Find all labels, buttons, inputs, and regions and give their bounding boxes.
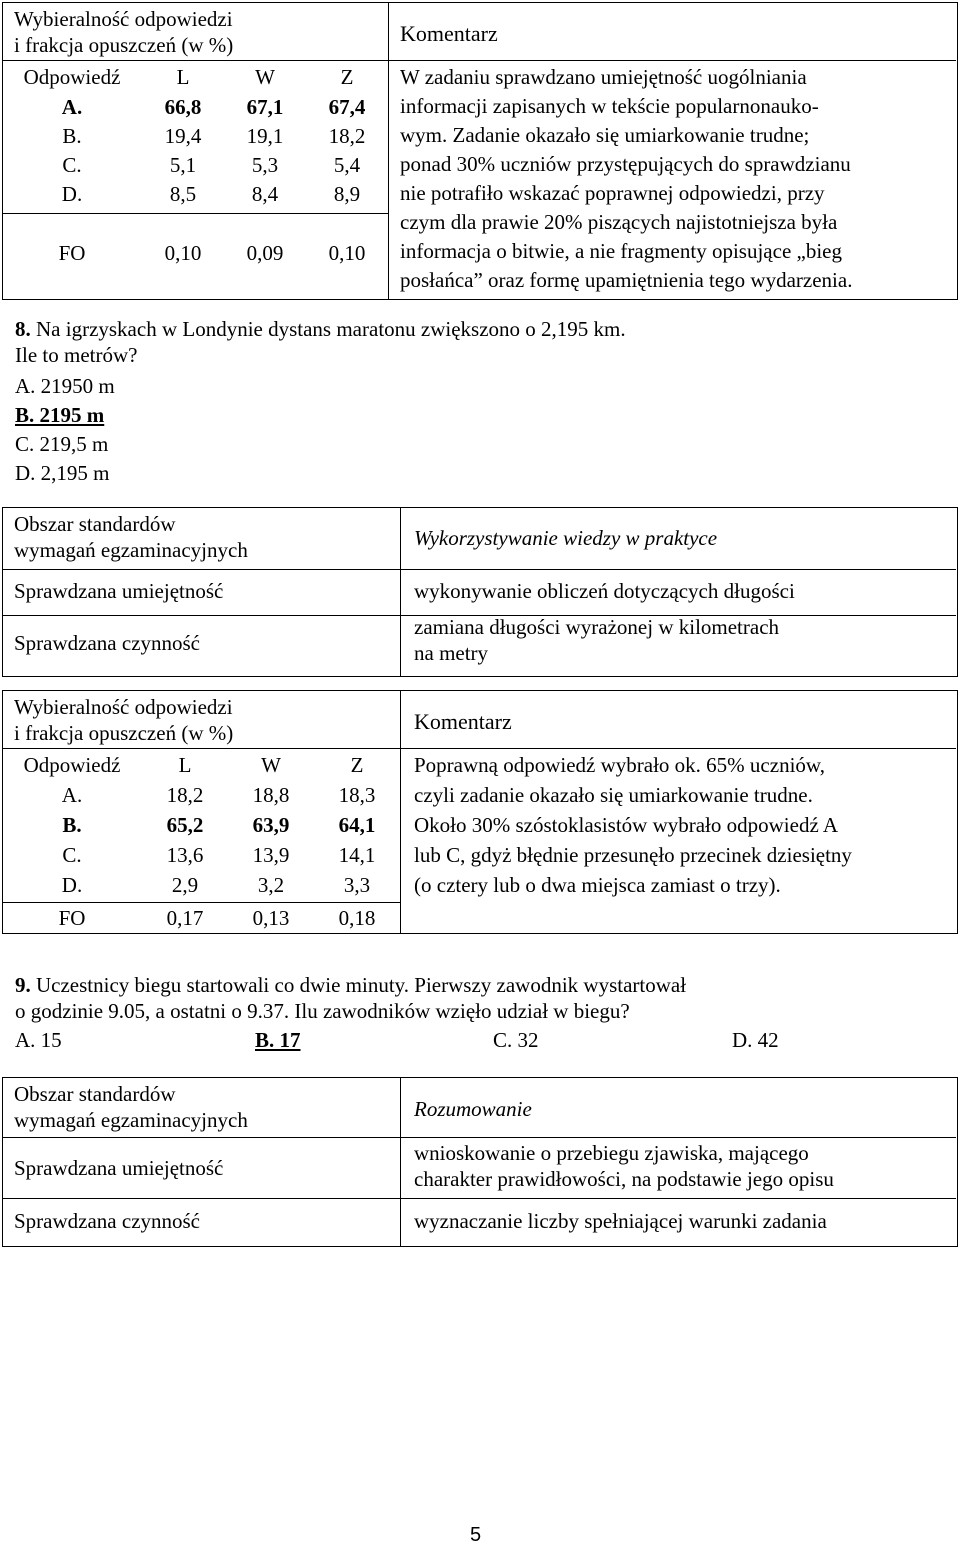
label-line: Obszar standardów <box>14 512 176 536</box>
comment-line: posłańca” oraz formę upamiętnienia tego wydarzenia. <box>400 268 853 292</box>
question-text: Ile to metrów? <box>15 343 138 368</box>
divider <box>400 507 401 677</box>
table-cell: FO <box>58 241 86 265</box>
table-cell: 8,5 <box>169 182 197 206</box>
skill-value: wykonywanie obliczeń dotyczących długości <box>414 579 795 603</box>
answer-option: C. 219,5 m <box>15 432 109 456</box>
table-cell: 19,4 <box>164 124 202 148</box>
table-cell: 0,13 <box>252 906 290 930</box>
comment-line: informacja o bitwie, a nie fragmenty opisujące „bieg <box>400 239 842 263</box>
answer-option: A. 15 <box>15 1027 62 1052</box>
col-header: Z <box>350 753 364 777</box>
answers-row <box>15 1025 915 1055</box>
table-cell: 5,3 <box>251 153 279 177</box>
table-cell: 63,9 <box>252 813 290 837</box>
answer-option: D. 42 <box>732 1027 779 1052</box>
area-label <box>14 511 248 564</box>
table-row <box>2 152 388 178</box>
answer-option-correct: B. 17 <box>255 1027 301 1052</box>
task-label: Sprawdzana czynność <box>14 631 201 655</box>
table-cell: 18,3 <box>338 783 376 807</box>
comment-text <box>414 752 946 902</box>
table-row <box>2 752 400 778</box>
table-row <box>2 782 400 808</box>
label-line: Obszar standardów <box>14 1082 176 1106</box>
task-value: wyznaczanie liczby spełniającej warunki zadania <box>414 1209 827 1233</box>
col-header: Odpowiedź <box>23 753 121 777</box>
task-line: na metry <box>414 641 489 666</box>
table-cell: 65,2 <box>166 813 204 837</box>
page-number: 5 <box>470 1524 482 1546</box>
skill-label: Sprawdzana umiejętność <box>14 579 224 603</box>
table-cell: 0,10 <box>328 241 366 265</box>
area-value: Rozumowanie <box>414 1097 532 1121</box>
comment-line: Około 30% szóstoklasistów wybrało odpowiedź A <box>414 813 839 837</box>
col-header: L <box>178 753 192 777</box>
table-cell: 0,09 <box>246 241 284 265</box>
table-cell: A. <box>61 783 83 807</box>
table-cell: 64,1 <box>338 813 376 837</box>
divider <box>400 1077 401 1247</box>
header-line: Wybieralność odpowiedzi <box>14 695 233 719</box>
table-cell: FO <box>58 906 86 930</box>
table-cell: C. <box>62 153 82 177</box>
comment-text <box>400 64 946 296</box>
divider <box>2 1198 956 1199</box>
table-cell: B. <box>62 124 82 148</box>
divider <box>2 1137 956 1138</box>
table-cell: 18,8 <box>252 783 290 807</box>
table-cell: 0,18 <box>338 906 376 930</box>
table-cell: 5,1 <box>169 153 197 177</box>
question-text: o godzinie 9.05, a ostatni o 9.37. Ilu zawodników wzięło udział w biegu? <box>15 999 630 1024</box>
comment-line: czym dla prawie 20% piszących najistotniejsza była <box>400 210 838 234</box>
comment-line: czyli zadanie okazało się umiarkowanie trudne. <box>414 783 813 807</box>
table-cell: 3,2 <box>257 873 285 897</box>
skill-value <box>414 1140 946 1193</box>
question-text: Uczestnicy biegu startowali co dwie minuty. Pierwszy zawodnik wystartował <box>36 973 687 997</box>
comment-line: lub C, gdyż błędnie przesunęło przecinek dziesiętny <box>414 843 852 867</box>
col-header: Z <box>340 65 354 89</box>
question-text: Na igrzyskach w Londynie dystans maratonu zwiększono o 2,195 km. <box>36 317 626 341</box>
divider <box>2 213 388 214</box>
table-row-fo <box>2 905 400 931</box>
comment-line: wym. Zadanie okazało się umiarkowanie trudne; <box>400 123 810 147</box>
divider <box>2 748 956 749</box>
table-cell: 0,17 <box>166 906 204 930</box>
col-header: W <box>261 753 281 777</box>
comment-line: Poprawną odpowiedź wybrało ok. 65% uczniów, <box>414 753 825 777</box>
table-header <box>14 694 233 747</box>
table-row-fo <box>2 240 388 266</box>
table-cell: 13,9 <box>252 843 290 867</box>
question-number: 9. <box>15 973 31 997</box>
table-cell: C. <box>62 843 82 867</box>
answer-option: C. 32 <box>493 1027 539 1052</box>
col-header: Odpowiedź <box>23 65 121 89</box>
comment-line: ponad 30% uczniów przystępujących do sprawdzianu <box>400 152 851 176</box>
question-8 <box>15 316 626 487</box>
comment-title: Komentarz <box>400 21 498 46</box>
table-cell: B. <box>62 813 82 837</box>
table-row <box>2 812 400 838</box>
header-line: Wybieralność odpowiedzi <box>14 7 233 31</box>
table-cell: 67,1 <box>246 95 284 119</box>
table-cell: A. <box>61 95 83 119</box>
col-header: W <box>255 65 275 89</box>
col-header: L <box>176 65 190 89</box>
table-cell: 8,9 <box>333 182 361 206</box>
table-cell: 14,1 <box>338 843 376 867</box>
question-number: 8. <box>15 317 31 341</box>
table-row <box>2 181 388 207</box>
header-line: i frakcja opuszczeń (w %) <box>14 33 234 58</box>
answer-option-correct: B. 2195 m <box>15 402 105 427</box>
table-row <box>2 842 400 868</box>
answer-option: D. 2,195 m <box>15 461 110 486</box>
area-value: Wykorzystywanie wiedzy w praktyce <box>414 526 718 550</box>
divider <box>388 2 389 300</box>
stats-table-2 <box>2 690 958 934</box>
label-line: wymagań egzaminacyjnych <box>14 538 248 563</box>
table-cell: 18,2 <box>166 783 204 807</box>
label-line: wymagań egzaminacyjnych <box>14 1108 248 1133</box>
question-9 <box>15 972 915 1055</box>
divider <box>2 60 956 61</box>
table-cell: 13,6 <box>166 843 204 867</box>
table-cell: 67,4 <box>328 95 366 119</box>
table-cell: 66,8 <box>164 95 202 119</box>
standards-table-8 <box>2 507 958 677</box>
comment-line: W zadaniu sprawdzano umiejętność uogólniania <box>400 65 807 89</box>
table-cell: 19,1 <box>246 124 284 148</box>
standards-table-9 <box>2 1077 958 1247</box>
table-row <box>2 872 400 898</box>
stats-table-1 <box>2 2 958 300</box>
table-cell: 2,9 <box>171 873 199 897</box>
table-cell: 8,4 <box>251 182 279 206</box>
divider <box>400 690 401 934</box>
table-cell: D. <box>61 182 83 206</box>
task-line: zamiana długości wyrażonej w kilometrach <box>414 615 780 639</box>
table-cell: 18,2 <box>328 124 366 148</box>
skill-label: Sprawdzana umiejętność <box>14 1156 224 1180</box>
comment-line: nie potrafiło wskazać poprawnej odpowiedzi, przy <box>400 181 825 205</box>
header-line: i frakcja opuszczeń (w %) <box>14 721 234 746</box>
table-row <box>2 123 388 149</box>
area-label <box>14 1081 248 1134</box>
task-value <box>414 614 946 667</box>
comment-line: (o cztery lub o dwa miejsca zamiast o trzy). <box>414 873 781 897</box>
task-label: Sprawdzana czynność <box>14 1209 201 1233</box>
table-row <box>2 64 388 90</box>
table-cell: 0,10 <box>164 241 202 265</box>
table-cell: 5,4 <box>333 153 361 177</box>
table-cell: 3,3 <box>343 873 371 897</box>
answer-option: A. 21950 m <box>15 373 115 398</box>
table-header <box>14 6 233 59</box>
table-row <box>2 94 388 120</box>
divider <box>2 569 956 570</box>
skill-line: charakter prawidłowości, na podstawie jego opisu <box>414 1167 834 1192</box>
divider <box>2 902 400 903</box>
comment-line: informacji zapisanych w tekście popularnonauko- <box>400 94 819 118</box>
table-cell: D. <box>61 873 83 897</box>
comment-title: Komentarz <box>414 709 512 734</box>
skill-line: wnioskowanie o przebiegu zjawiska, mającego <box>414 1141 809 1165</box>
